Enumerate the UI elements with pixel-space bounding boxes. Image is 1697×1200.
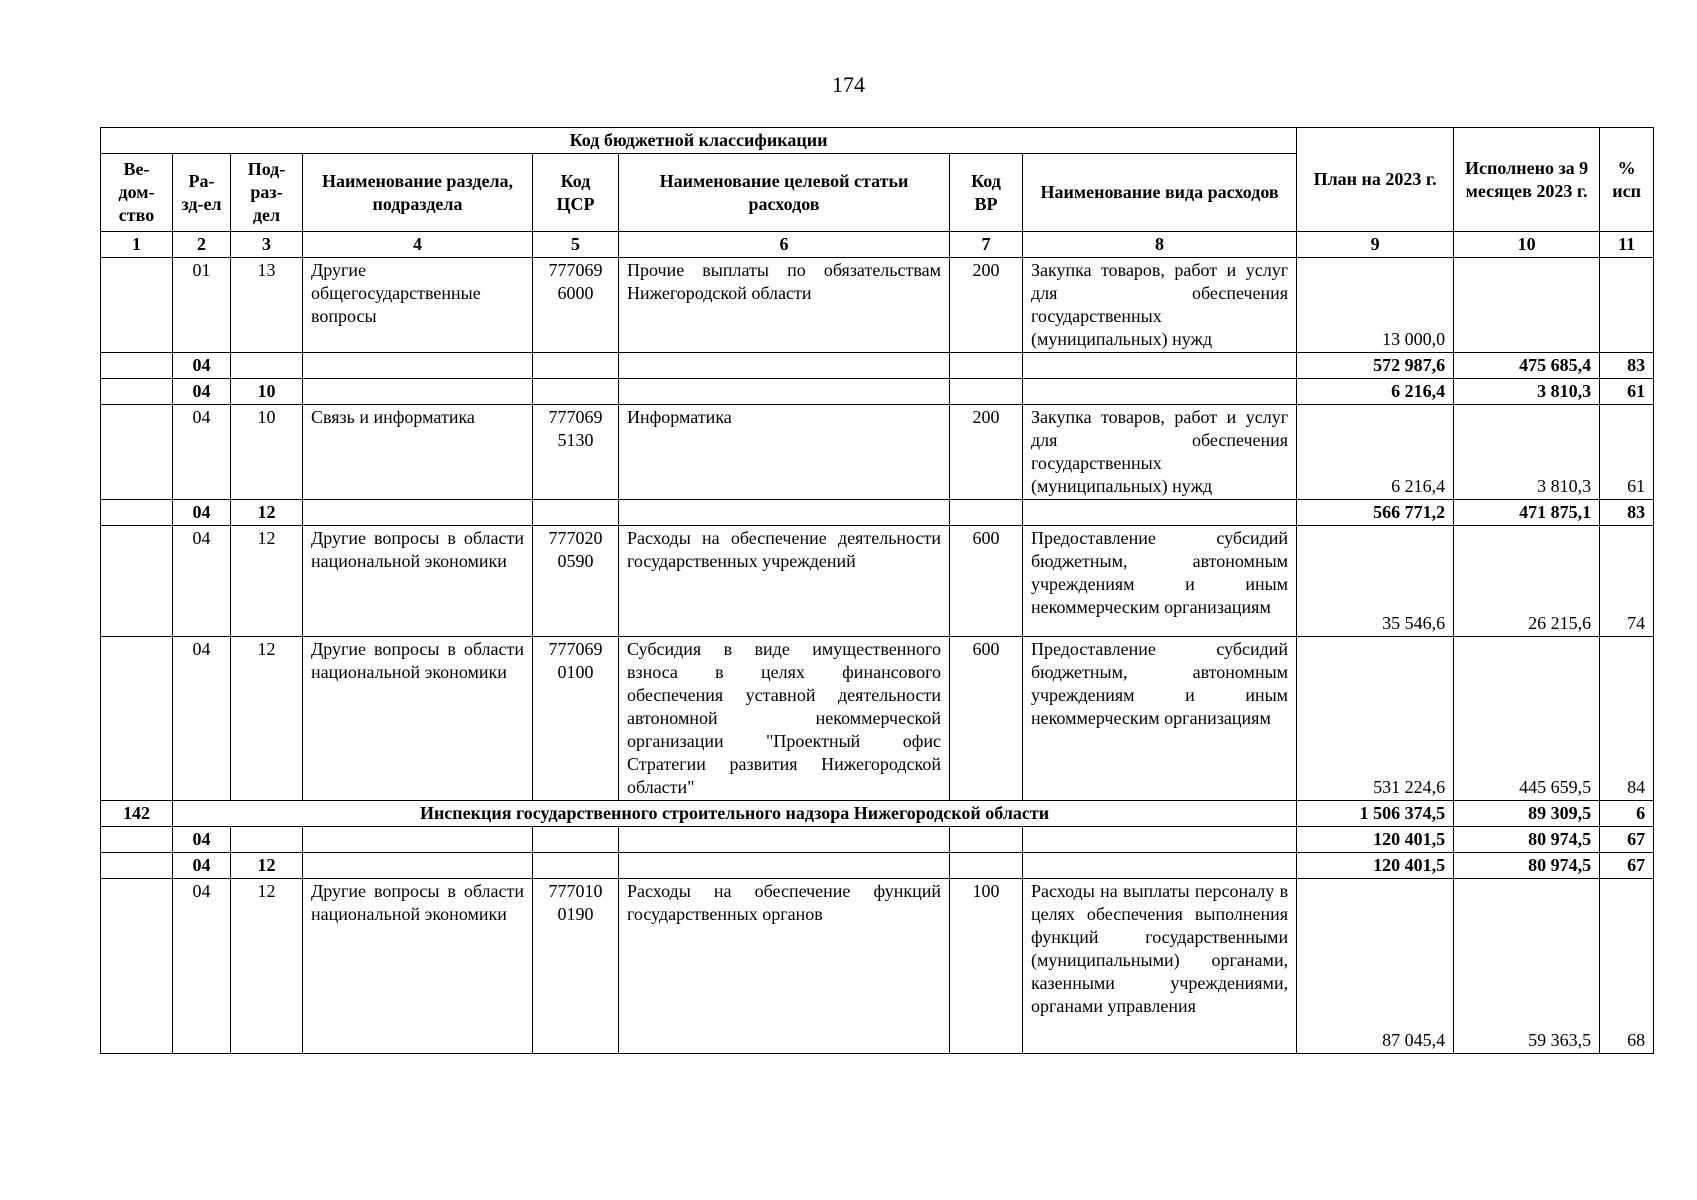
percent-value: 83 [1600, 500, 1654, 526]
article-name: Прочие выплаты по обязательствам Нижегородской области [619, 258, 950, 353]
department-code [101, 827, 173, 853]
section-code: 01 [173, 258, 231, 353]
section-code: 04 [173, 353, 231, 379]
empty-cell [950, 353, 1023, 379]
column-number: 6 [619, 232, 950, 258]
empty-cell [533, 827, 619, 853]
empty-cell [1023, 379, 1297, 405]
empty-cell [619, 500, 950, 526]
page-number: 174 [832, 72, 865, 97]
empty-cell [619, 379, 950, 405]
header-section-name: Наименование раздела, подраздела [303, 154, 533, 232]
section-code: 04 [173, 379, 231, 405]
plan-value: 87 045,4 [1297, 879, 1454, 1054]
plan-value: 531 224,6 [1297, 637, 1454, 801]
empty-cell [303, 353, 533, 379]
empty-cell [619, 853, 950, 879]
subsection-code: 12 [231, 637, 303, 801]
header-department: Ве-дом-ство [101, 154, 173, 232]
department-code [101, 879, 173, 1054]
section-name: Связь и информатика [303, 405, 533, 500]
executed-value: 80 974,5 [1454, 853, 1600, 879]
empty-cell [1023, 853, 1297, 879]
plan-value: 6 216,4 [1297, 379, 1454, 405]
article-name: Информатика [619, 405, 950, 500]
subsection-code: 12 [231, 879, 303, 1054]
percent-value: 67 [1600, 853, 1654, 879]
department-code [101, 637, 173, 801]
department-name: Инспекция государственного строительного надзора Нижегородской области [173, 801, 1297, 827]
percent-value: 83 [1600, 353, 1654, 379]
column-number: 4 [303, 232, 533, 258]
section-name: Другие вопросы в области национальной экономики [303, 637, 533, 801]
subtotal-row [101, 500, 1654, 526]
percent-value: 61 [1600, 379, 1654, 405]
header-plan: План на 2023 г. [1297, 128, 1454, 232]
empty-cell [950, 853, 1023, 879]
empty-cell [533, 379, 619, 405]
department-code [101, 353, 173, 379]
empty-cell [303, 379, 533, 405]
empty-cell [533, 853, 619, 879]
subsection-code: 10 [231, 405, 303, 500]
budget-classification-code-header: Код бюджетной классификации [101, 128, 1297, 154]
department-code: 142 [101, 801, 173, 827]
department-code [101, 853, 173, 879]
subtotal-row [101, 353, 1654, 379]
empty-cell [950, 500, 1023, 526]
vr-code: 200 [950, 405, 1023, 500]
header-percent: % исп [1600, 128, 1654, 232]
header-article-name: Наименование целевой статьи расходов [619, 154, 950, 232]
column-number: 9 [1297, 232, 1454, 258]
subsection-code: 12 [231, 853, 303, 879]
department-code [101, 500, 173, 526]
executed-value: 475 685,4 [1454, 353, 1600, 379]
plan-value: 572 987,6 [1297, 353, 1454, 379]
subsection-code: 12 [231, 526, 303, 637]
section-name: Другие вопросы в области национальной экономики [303, 879, 533, 1054]
percent-value: 67 [1600, 827, 1654, 853]
section-code: 04 [173, 500, 231, 526]
subsection-code: 13 [231, 258, 303, 353]
vr-code: 600 [950, 637, 1023, 801]
header-row-group [101, 128, 1654, 154]
empty-cell [619, 827, 950, 853]
section-name: Другие общегосударственные вопросы [303, 258, 533, 353]
empty-cell [533, 500, 619, 526]
department-code [101, 379, 173, 405]
subsection-code: 12 [231, 500, 303, 526]
plan-value: 1 506 374,5 [1297, 801, 1454, 827]
section-code: 04 [173, 637, 231, 801]
executed-value: 3 810,3 [1454, 405, 1600, 500]
article-name: Расходы на обеспечение функций государственных органов [619, 879, 950, 1054]
column-number: 7 [950, 232, 1023, 258]
percent-value: 74 [1600, 526, 1654, 637]
expense-type: Предоставление субсидий бюджетным, автономным учреждениям и иным некоммерческим организациям [1023, 637, 1297, 801]
empty-cell [1023, 500, 1297, 526]
empty-cell [619, 353, 950, 379]
plan-value: 120 401,5 [1297, 853, 1454, 879]
section-code: 04 [173, 526, 231, 637]
empty-cell [1023, 353, 1297, 379]
executed-value [1454, 258, 1600, 353]
subsection-code [231, 827, 303, 853]
header-expense-type: Наименование вида расходов [1023, 154, 1297, 232]
percent-value: 68 [1600, 879, 1654, 1054]
subsection-code: 10 [231, 379, 303, 405]
empty-cell [303, 853, 533, 879]
expense-type: Закупка товаров, работ и услуг для обеспечения государственных (муниципальных) нужд [1023, 258, 1297, 353]
empty-cell [950, 379, 1023, 405]
detail-row [101, 879, 1654, 1054]
detail-row [101, 526, 1654, 637]
csr-code: 777010 0190 [533, 879, 619, 1054]
empty-cell [1023, 827, 1297, 853]
department-code [101, 258, 173, 353]
budget-table [100, 127, 1654, 1054]
column-number: 1 [101, 232, 173, 258]
empty-cell [533, 353, 619, 379]
section-code: 04 [173, 405, 231, 500]
percent-value: 6 [1600, 801, 1654, 827]
executed-value: 26 215,6 [1454, 526, 1600, 637]
vr-code: 200 [950, 258, 1023, 353]
column-number: 11 [1600, 232, 1654, 258]
column-number: 5 [533, 232, 619, 258]
vr-code: 600 [950, 526, 1023, 637]
executed-value: 471 875,1 [1454, 500, 1600, 526]
header-subsection: Под-раз-дел [231, 154, 303, 232]
article-name: Субсидия в виде имущественного взноса в целях финансового обеспечения уставной деятельности автономной некоммерческой организации "Проектный офис Стратегии развития Нижегородской области" [619, 637, 950, 801]
detail-row [101, 258, 1654, 353]
subsection-code [231, 353, 303, 379]
section-code: 04 [173, 853, 231, 879]
csr-code: 777020 0590 [533, 526, 619, 637]
column-number: 8 [1023, 232, 1297, 258]
header-csr-code: Код ЦСР [533, 154, 619, 232]
subtotal-row [101, 827, 1654, 853]
plan-value: 13 000,0 [1297, 258, 1454, 353]
column-number: 10 [1454, 232, 1600, 258]
section-code: 04 [173, 879, 231, 1054]
vr-code: 100 [950, 879, 1023, 1054]
expense-type: Предоставление субсидий бюджетным, автономным учреждениям и иным некоммерческим организациям [1023, 526, 1297, 637]
header-section: Ра-зд-ел [173, 154, 231, 232]
section-code: 04 [173, 827, 231, 853]
column-number: 3 [231, 232, 303, 258]
executed-value: 59 363,5 [1454, 879, 1600, 1054]
department-code [101, 526, 173, 637]
empty-cell [303, 500, 533, 526]
article-name: Расходы на обеспечение деятельности государственных учреждений [619, 526, 950, 637]
plan-value: 566 771,2 [1297, 500, 1454, 526]
department-code [101, 405, 173, 500]
department-row [101, 801, 1654, 827]
header-vr-code: Код ВР [950, 154, 1023, 232]
percent-value [1600, 258, 1654, 353]
detail-row [101, 405, 1654, 500]
subtotal-row [101, 853, 1654, 879]
detail-row [101, 637, 1654, 801]
header-executed: Исполнено за 9 месяцев 2023 г. [1454, 128, 1600, 232]
percent-value: 61 [1600, 405, 1654, 500]
empty-cell [303, 827, 533, 853]
expense-type: Закупка товаров, работ и услуг для обеспечения государственных (муниципальных) нужд [1023, 405, 1297, 500]
executed-value: 80 974,5 [1454, 827, 1600, 853]
percent-value: 84 [1600, 637, 1654, 801]
csr-code: 777069 6000 [533, 258, 619, 353]
executed-value: 89 309,5 [1454, 801, 1600, 827]
column-numbers-row [101, 232, 1654, 258]
plan-value: 6 216,4 [1297, 405, 1454, 500]
subtotal-row [101, 379, 1654, 405]
plan-value: 35 546,6 [1297, 526, 1454, 637]
plan-value: 120 401,5 [1297, 827, 1454, 853]
column-number: 2 [173, 232, 231, 258]
csr-code: 777069 5130 [533, 405, 619, 500]
executed-value: 3 810,3 [1454, 379, 1600, 405]
executed-value: 445 659,5 [1454, 637, 1600, 801]
empty-cell [950, 827, 1023, 853]
section-name: Другие вопросы в области национальной экономики [303, 526, 533, 637]
csr-code: 777069 0100 [533, 637, 619, 801]
expense-type: Расходы на выплаты персоналу в целях обеспечения выполнения функций государственными (муниципальными) органами, казенными учреждениями, органами управления [1023, 879, 1297, 1054]
